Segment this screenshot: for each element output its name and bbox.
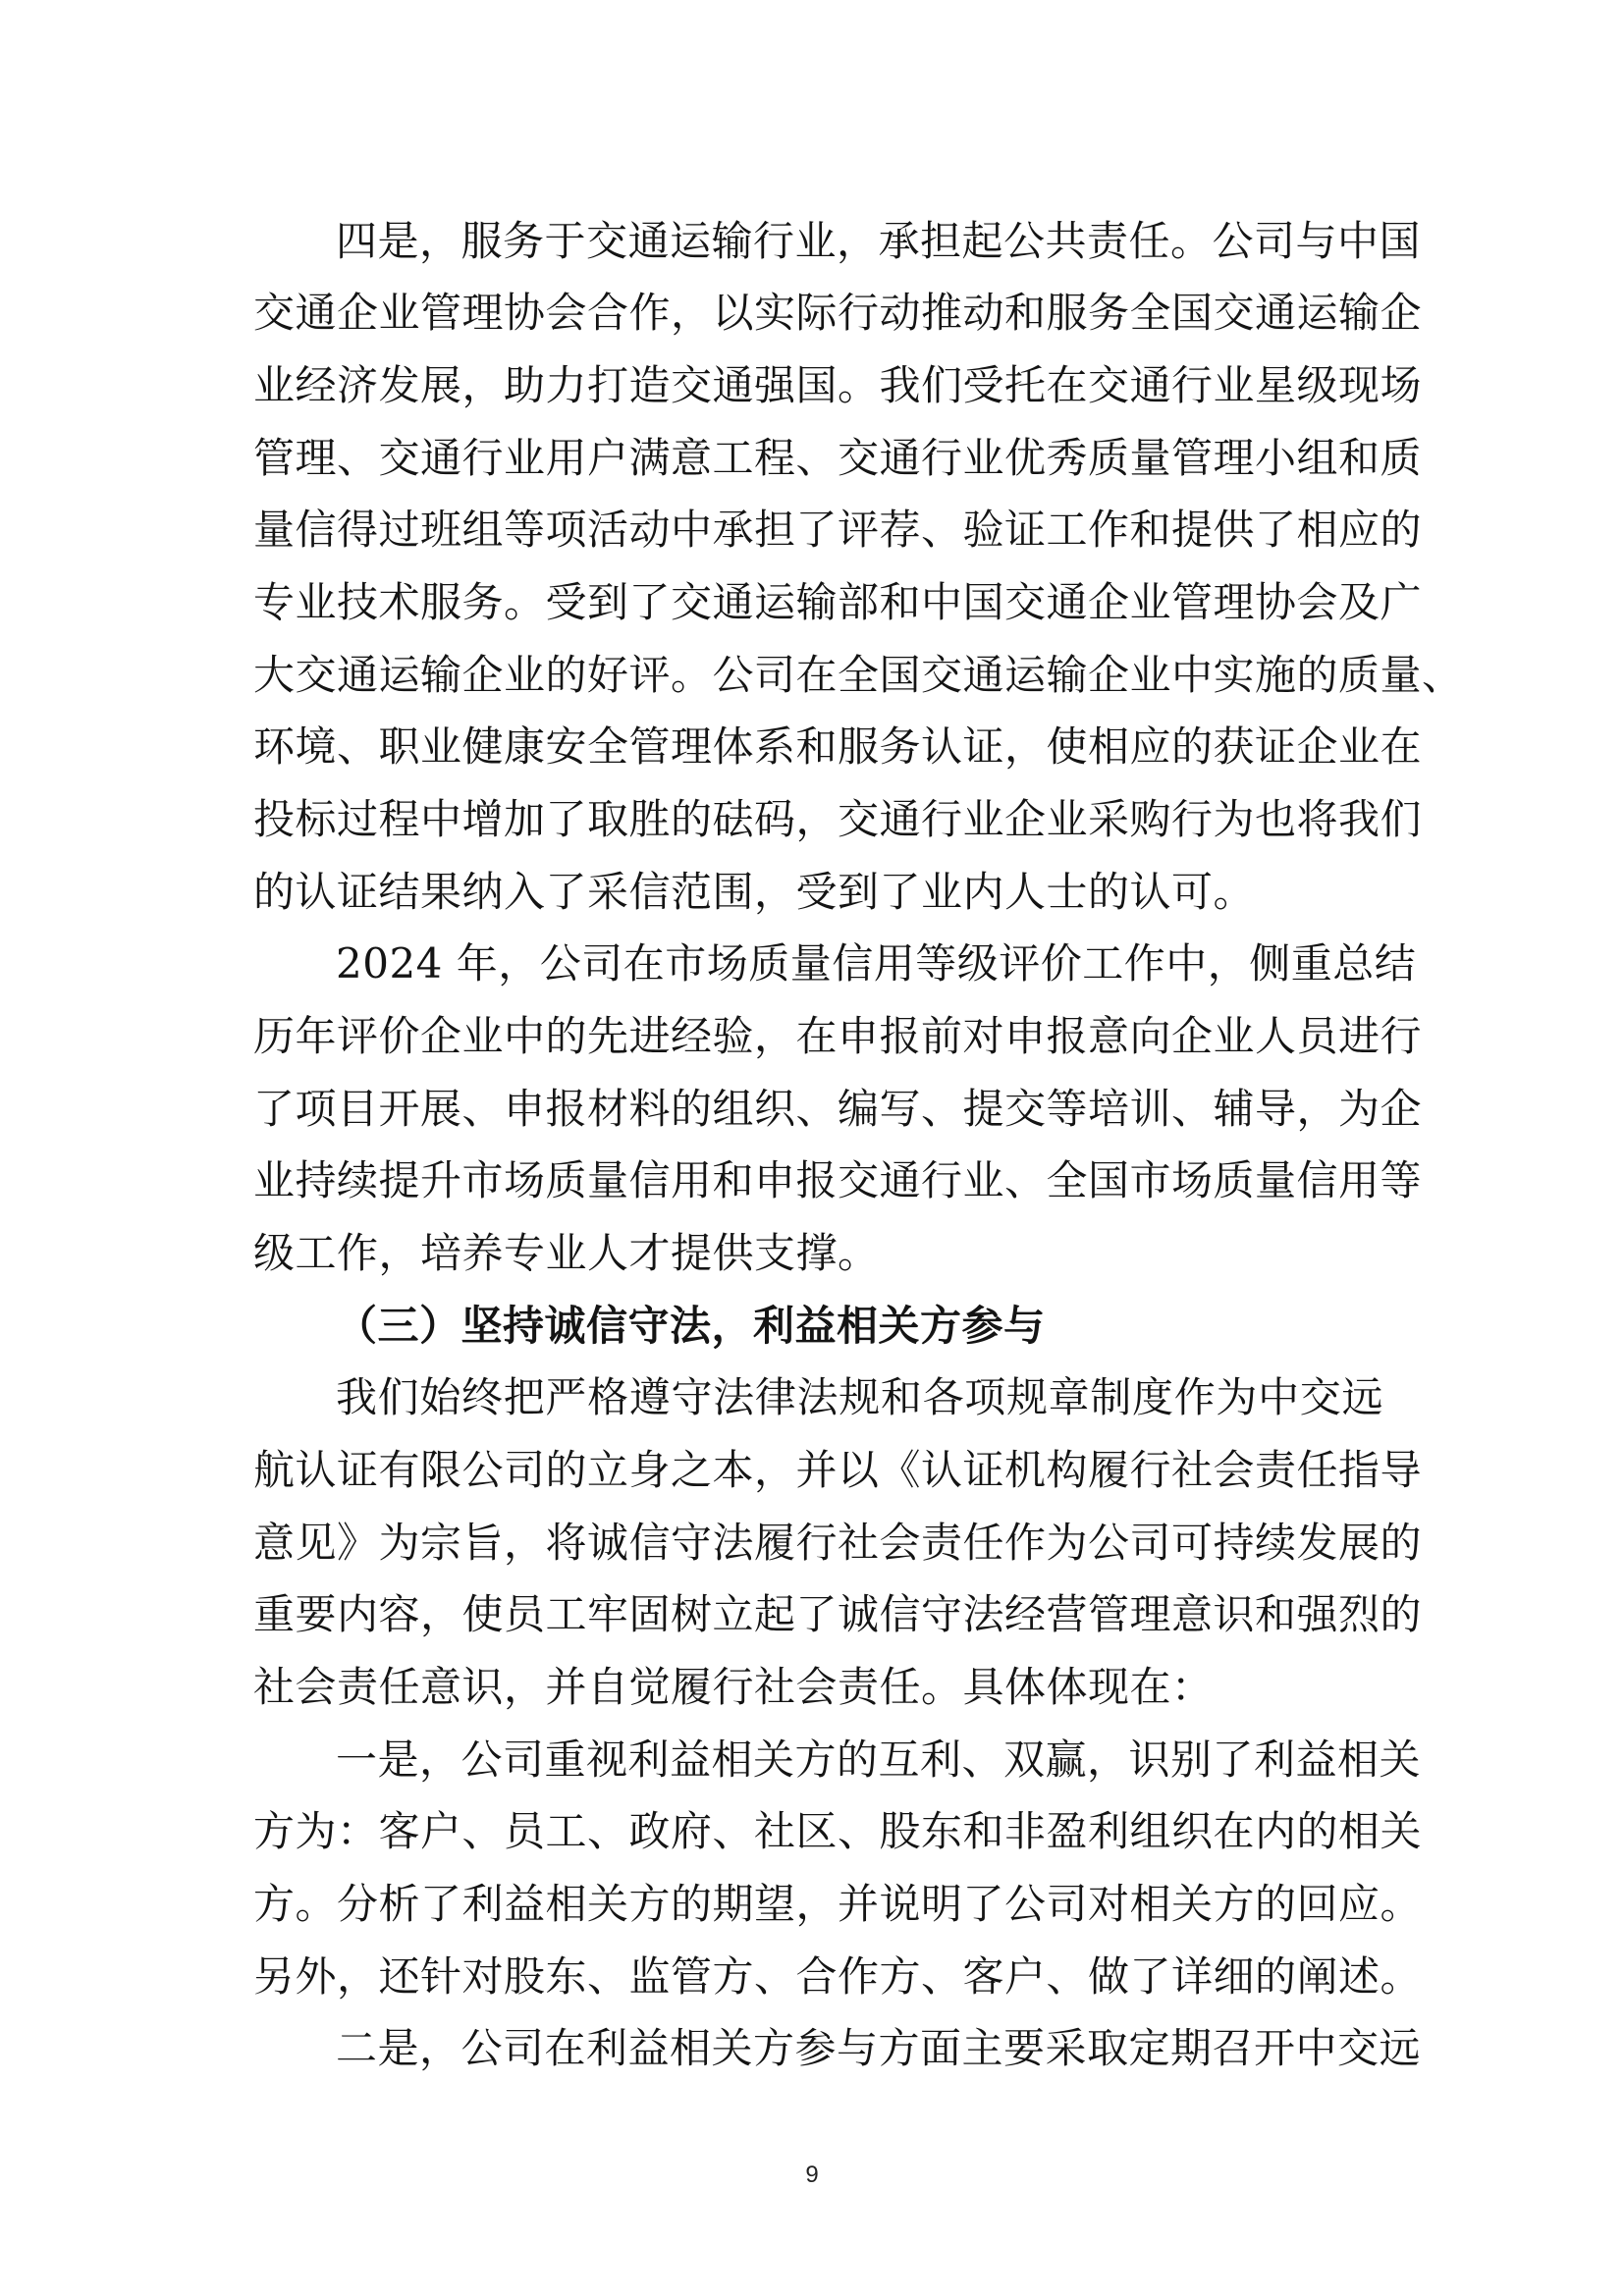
paragraph-line: 意见》为宗旨，将诚信守法履行社会责任作为公司可持续发展的 — [253, 1519, 1423, 1567]
paragraph-line: 的认证结果纳入了采信范围，受到了业内人士的认可。 — [253, 868, 1256, 916]
paragraph-line: 二是，公司在利益相关方参与方面主要采取定期召开中交远 — [336, 2024, 1422, 2072]
paragraph-line: 航认证有限公司的立身之本，并以《认证机构履行社会责任指导 — [253, 1446, 1423, 1494]
section-heading: （三）坚持诚信守法，利益相关方参与 — [336, 1302, 1046, 1350]
paragraph-line: 管理、交通行业用户满意工程、交通行业优秀质量管理小组和质 — [253, 434, 1423, 482]
paragraph-line: 一是，公司重视利益相关方的互利、双赢，识别了利益相关 — [336, 1735, 1422, 1784]
paragraph-line: 社会责任意识，并自觉履行社会责任。具体体现在： — [253, 1663, 1214, 1711]
paragraph-line: 投标过程中增加了取胜的砝码，交通行业企业采购行为也将我们 — [253, 795, 1423, 843]
page-number: 9 — [805, 2162, 819, 2188]
paragraph-line: 重要内容，使员工牢固树立起了诚信守法经营管理意识和强烈的 — [253, 1590, 1423, 1638]
paragraph-line: 业持续提升市场质量信用和申报交通行业、全国市场质量信用等 — [253, 1156, 1423, 1204]
paragraph-line: 业经济发展，助力打造交通强国。我们受托在交通行业星级现场 — [253, 361, 1423, 409]
paragraph-line: 方。分析了利益相关方的期望，并说明了公司对相关方的回应。 — [253, 1880, 1423, 1928]
paragraph-line: 另外，还针对股东、监管方、合作方、客户、做了详细的阐述。 — [253, 1952, 1423, 2001]
paragraph-line: 了项目开展、申报材料的组织、编写、提交等培训、辅导，为企 — [253, 1085, 1423, 1133]
paragraph-line: 2024 年，公司在市场质量信用等级评价工作中，侧重总结 — [336, 939, 1417, 988]
paragraph-line: 级工作，培养专业人才提供支撑。 — [253, 1229, 880, 1277]
paragraph-line: 环境、职业健康安全管理体系和服务认证，使相应的获证企业在 — [253, 722, 1423, 771]
paragraph-line: 大交通运输企业的好评。公司在全国交通运输企业中实施的质量、 — [253, 651, 1464, 699]
paragraph-line: 历年评价企业中的先进经验，在申报前对申报意向企业人员进行 — [253, 1012, 1423, 1060]
paragraph-line: 我们始终把严格遵守法律法规和各项规章制度作为中交远 — [336, 1373, 1383, 1421]
paragraph-line: 量信得过班组等项活动中承担了评荐、验证工作和提供了相应的 — [253, 506, 1423, 554]
paragraph-line: 方为：客户、员工、政府、社区、股东和非盈利组织在内的相关 — [253, 1807, 1423, 1855]
paragraph-line: 四是，服务于交通运输行业，承担起公共责任。公司与中国 — [336, 217, 1422, 265]
paragraph-line: 专业技术服务。受到了交通运输部和中国交通企业管理协会及广 — [253, 578, 1423, 626]
paragraph-line: 交通企业管理协会合作，以实际行动推动和服务全国交通运输企 — [253, 289, 1423, 337]
